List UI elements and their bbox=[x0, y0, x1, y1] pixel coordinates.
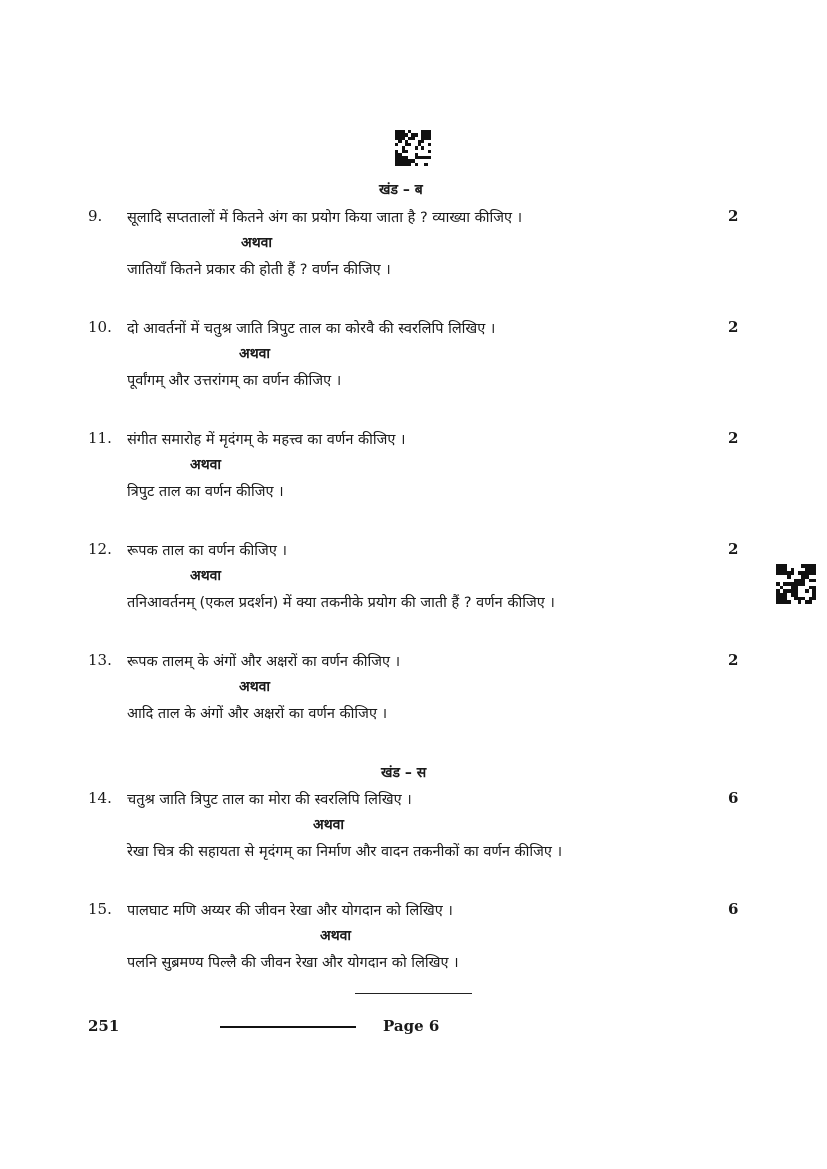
question-marks: 2 bbox=[728, 651, 739, 669]
question-text: रूपक तालम् के अंगों और अक्षरों का वर्णन कीजिए । bbox=[127, 654, 401, 670]
or-label: अथवा bbox=[190, 457, 222, 473]
alternative-question-text: पलनि सुब्रमण्य पिल्लै की जीवन रेखा और योगदान को लिखिए । bbox=[127, 955, 459, 971]
side-qr-code-icon bbox=[776, 564, 816, 604]
question-number: 15. bbox=[88, 900, 112, 918]
page-number: Page 6 bbox=[383, 1017, 440, 1035]
question-text: पालघाट मणि अय्यर की जीवन रेखा और योगदान को लिखिए । bbox=[127, 903, 453, 919]
question-number: 10. bbox=[88, 318, 112, 336]
question-marks: 6 bbox=[728, 900, 739, 918]
end-divider bbox=[355, 993, 472, 994]
question-marks: 6 bbox=[728, 789, 739, 807]
question-marks: 2 bbox=[728, 207, 739, 225]
question-number: 9. bbox=[88, 207, 103, 225]
question-marks: 2 bbox=[728, 540, 739, 558]
question-marks: 2 bbox=[728, 318, 739, 336]
or-label: अथवा bbox=[239, 679, 271, 695]
question-number: 12. bbox=[88, 540, 112, 558]
or-label: अथवा bbox=[239, 346, 271, 362]
or-label: अथवा bbox=[313, 817, 345, 833]
question-marks: 2 bbox=[728, 429, 739, 447]
alternative-question-text: तनिआवर्तनम् (एकल प्रदर्शन) में क्या तकनीके प्रयोग की जाती हैं ? वर्णन कीजिए । bbox=[127, 595, 555, 611]
qr-code-icon bbox=[395, 130, 431, 166]
section-heading-c: खंड – स bbox=[381, 765, 427, 781]
paper-code: 251 bbox=[88, 1017, 120, 1035]
question-text: चतुश्र जाति त्रिपुट ताल का मोरा की स्वरलिपि लिखिए । bbox=[127, 792, 412, 808]
or-label: अथवा bbox=[190, 568, 222, 584]
or-label: अथवा bbox=[241, 235, 273, 251]
question-text: दो आवर्तनों में चतुश्र जाति त्रिपुट ताल का कोरवै की स्वरलिपि लिखिए । bbox=[127, 321, 496, 337]
alternative-question-text: आदि ताल के अंगों और अक्षरों का वर्णन कीजिए । bbox=[127, 706, 388, 722]
question-text: संगीत समारोह में मृदंगम् के महत्त्व का वर्णन कीजिए । bbox=[127, 432, 406, 448]
section-heading-b: खंड – ब bbox=[379, 182, 423, 198]
question-number: 13. bbox=[88, 651, 112, 669]
alternative-question-text: जातियाँ कितने प्रकार की होती हैं ? वर्णन कीजिए । bbox=[127, 262, 391, 278]
alternative-question-text: पूर्वांगम् और उत्तरांगम् का वर्णन कीजिए । bbox=[127, 373, 342, 389]
or-label: अथवा bbox=[320, 928, 352, 944]
question-text: रूपक ताल का वर्णन कीजिए । bbox=[127, 543, 287, 559]
question-number: 14. bbox=[88, 789, 112, 807]
alternative-question-text: त्रिपुट ताल का वर्णन कीजिए । bbox=[127, 484, 284, 500]
alternative-question-text: रेखा चित्र की सहायता से मृदंगम् का निर्माण और वादन तकनीकों का वर्णन कीजिए । bbox=[127, 844, 563, 860]
footer-divider bbox=[220, 1026, 356, 1028]
question-number: 11. bbox=[88, 429, 112, 447]
question-text: सूलादि सप्ततालों में कितने अंग का प्रयोग किया जाता है ? व्याख्या कीजिए । bbox=[127, 210, 523, 226]
